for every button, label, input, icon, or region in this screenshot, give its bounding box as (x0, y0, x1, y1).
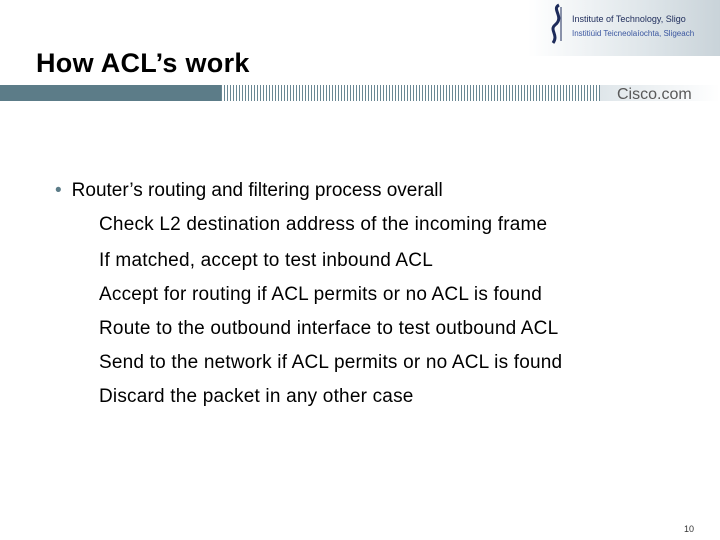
cisco-brand: Cisco.com (617, 86, 692, 103)
header-bar (0, 85, 228, 101)
logo-line-1: Institute of Technology, Sligo (572, 14, 686, 24)
bullet-dot-icon: • (55, 180, 62, 201)
list-item: Discard the packet in any other case (99, 386, 414, 407)
list-item: Check L2 destination address of the incoming frame (99, 214, 548, 235)
list-item: Route to the outbound interface to test outbound ACL (99, 318, 559, 339)
institute-logo-icon (545, 3, 569, 45)
list-item: If matched, accept to test inbound ACL (99, 250, 433, 271)
list-item: Accept for routing if ACL permits or no ACL is found (99, 284, 543, 305)
slide-title: How ACL’s work (36, 48, 250, 78)
bullet-text: Router’s routing and filtering process overall (71, 180, 443, 201)
main-bullet (55, 180, 443, 202)
list-item: Send to the network if ACL permits or no ACL is found (99, 352, 563, 373)
logo-line-2: Institiúid Teicneolaíochta, Sligeach (572, 29, 695, 38)
page-number: 10 (684, 524, 695, 534)
header-bar-stripes (221, 85, 601, 101)
